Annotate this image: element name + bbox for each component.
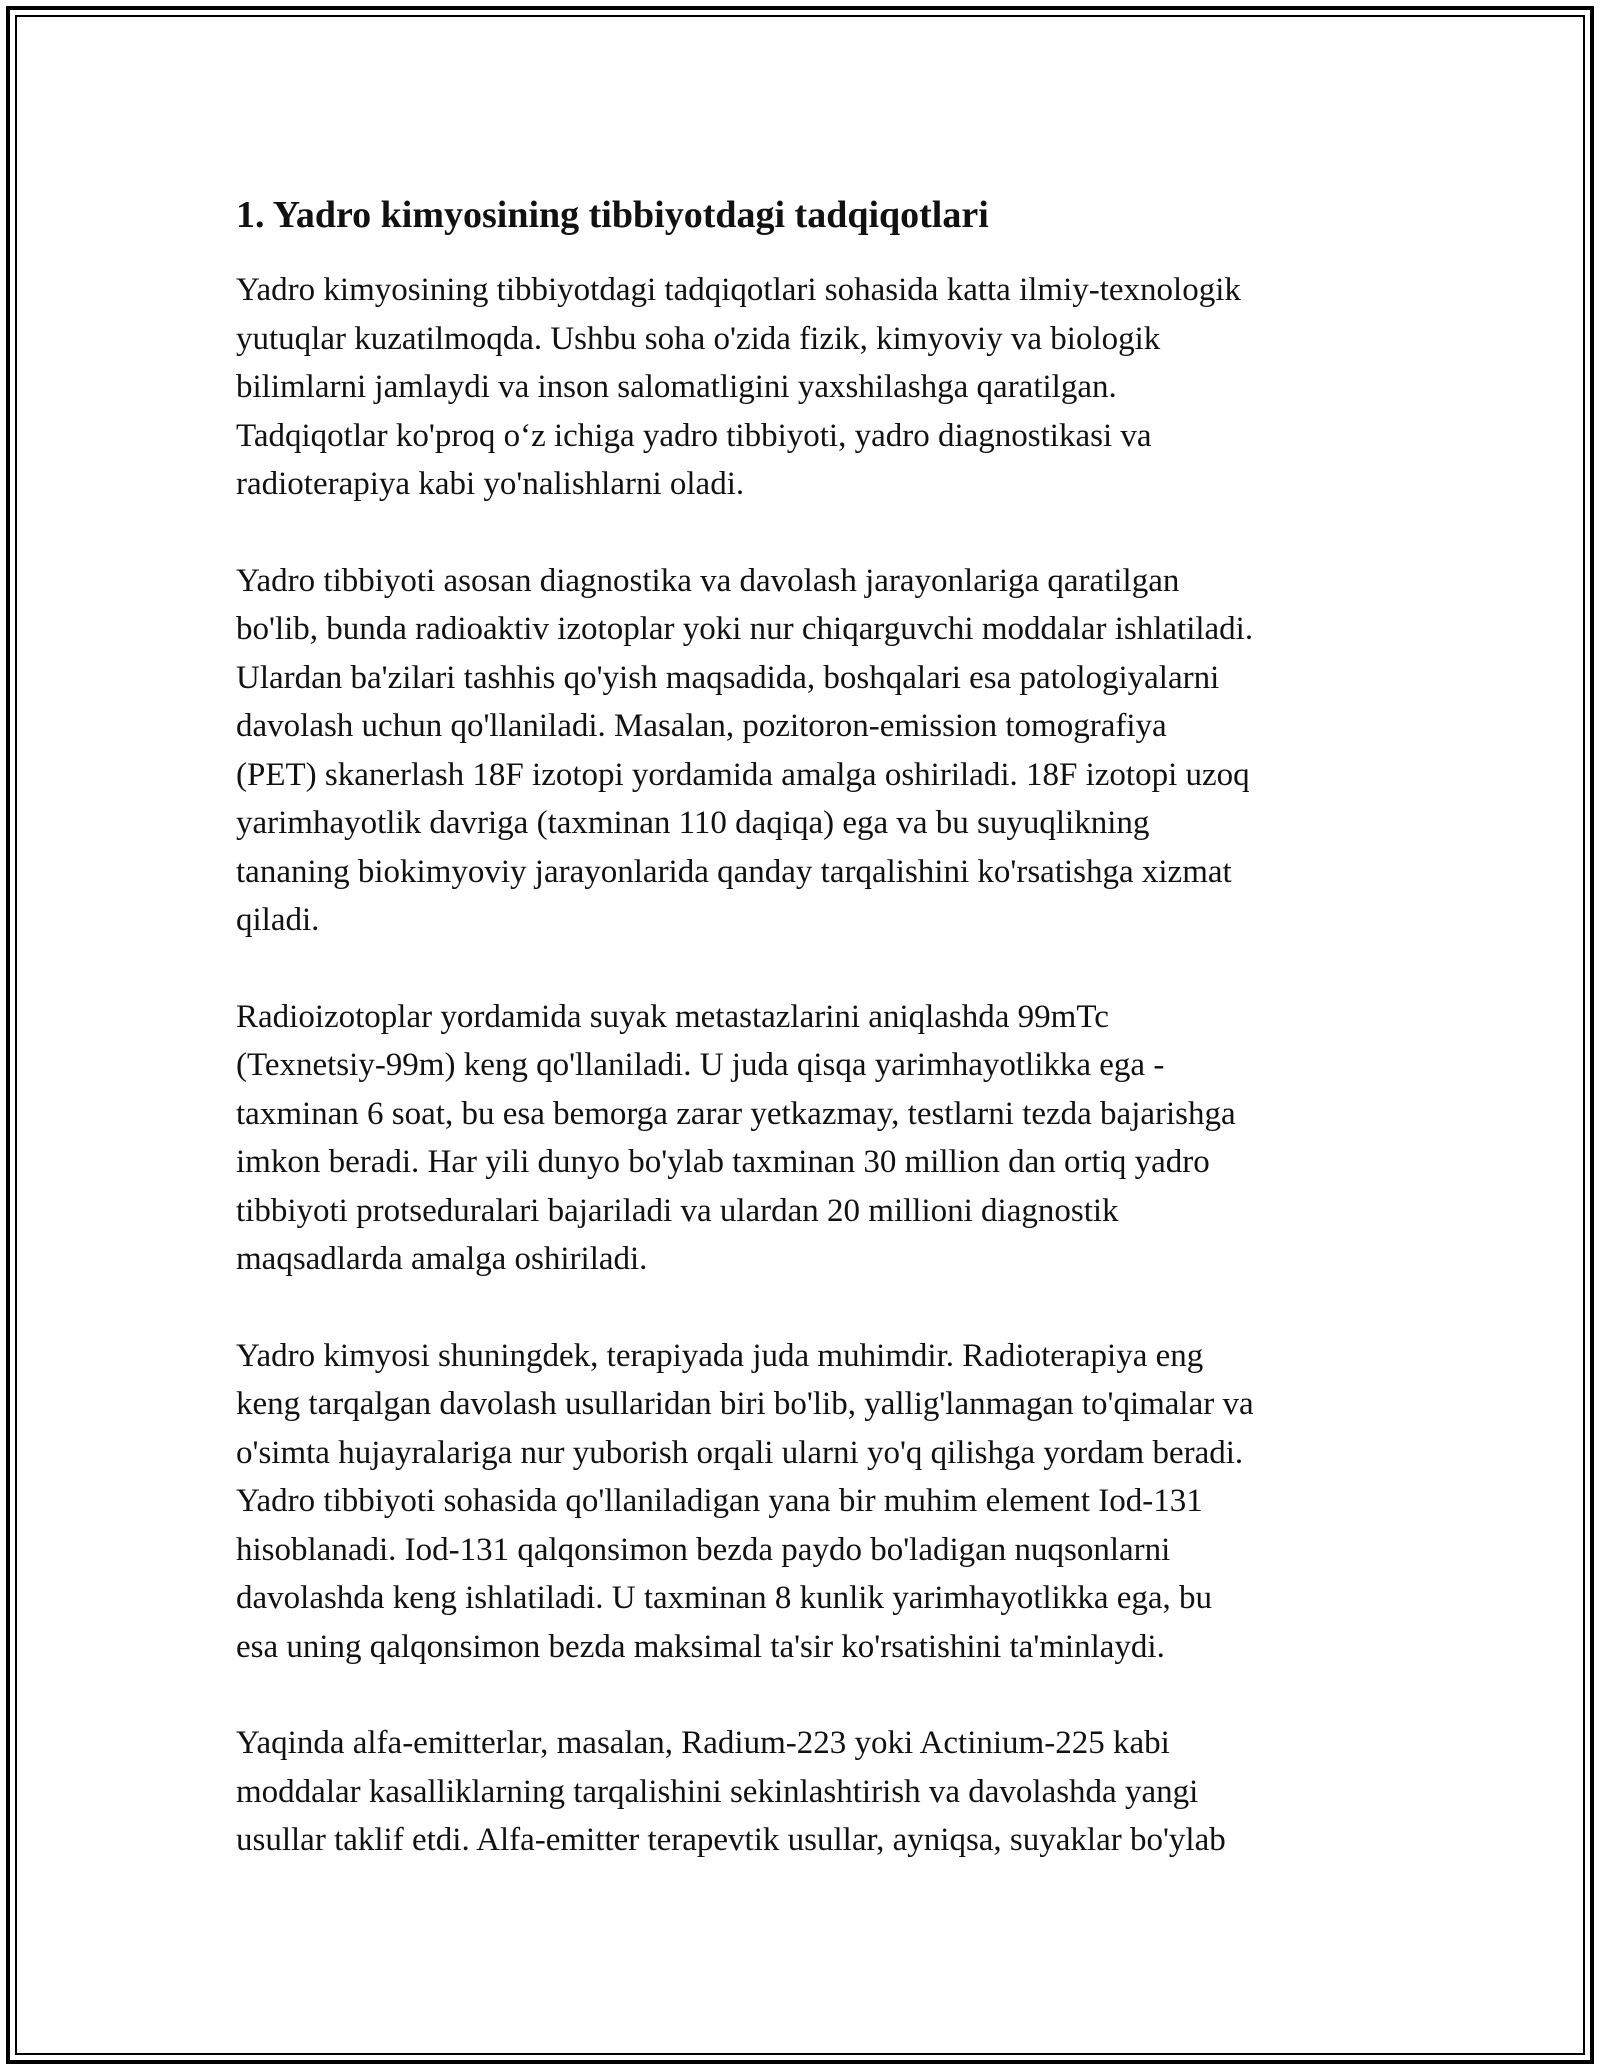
paragraph-3 (236, 993, 1366, 1284)
text-line: tibbiyoti protseduralari bajariladi va ulardan 20 millioni diagnostik (236, 1192, 1119, 1229)
text-line: bo'lib, bunda radioaktiv izotoplar yoki nur chiqarguvchi moddalar ishlatiladi. (236, 611, 1254, 647)
text-line: usullar taklif etdi. Alfa-emitter terapevtik usullar, ayniqsa, suyaklar bo'ylab (236, 1822, 1226, 1858)
text-line: imkon beradi. Har yili dunyo bo'ylab taxminan 30 million dan ortiq yadro (236, 1144, 1210, 1180)
text-line: yarimhayotlik davriga (taxminan 110 daqiqa) ega va bu suyuqlikning (236, 805, 1150, 841)
text-line: Radioizotoplar yordamida suyak metastazlarini aniqlashda 99mTc (236, 998, 1109, 1035)
text-line: (Texnetsiy-99m) keng qo'llaniladi. U juda qisqa yarimhayotlikka ega - (236, 1047, 1165, 1083)
text-line: (PET) skanerlash 18F izotopi yordamida amalga oshiriladi. 18F izotopi uzoq (236, 756, 1250, 793)
text-line: bilimlarni jamlaydi va inson salomatligini yaxshilashga qaratilgan. (236, 369, 1117, 405)
text-line: Tadqiqotlar ko'proq o‘z ichiga yadro tibbiyoti, yadro diagnostikasi va (236, 417, 1152, 454)
text-line: keng tarqalgan davolash usullaridan biri bo'lib, yallig'lanmagan to'qimalar va (236, 1386, 1254, 1422)
text-line: tananing biokimyoviy jarayonlarida qanday tarqalishini ko'rsatishga xizmat (236, 853, 1232, 890)
text-line: radioterapiya kabi yo'nalishlarni oladi. (236, 466, 745, 502)
text-line: maqsadlarda amalga oshiriladi. (236, 1241, 648, 1277)
document-body (236, 188, 1366, 1913)
text-line: taxminan 6 soat, bu esa bemorga zarar yetkazmay, testlarni tezda bajarishga (236, 1095, 1236, 1132)
text-line: moddalar kasalliklarning tarqalishini sekinlashtirish va davolashda yangi (236, 1773, 1199, 1810)
text-line: davolashda keng ishlatiladi. U taxminan 8 kunlik yarimhayotlikka ega, bu (236, 1580, 1213, 1616)
text-line: Yadro tibbiyoti sohasida qo'llaniladigan yana bir muhim element Iod-131 (236, 1483, 1203, 1519)
text-line: Yadro kimyosining tibbiyotdagi tadqiqotlari sohasida katta ilmiy-texnologik (236, 272, 1241, 308)
section-heading: 1. Yadro kimyosining tibbiyotdagi tadqiqotlari (236, 194, 989, 236)
text-line: Yadro tibbiyoti asosan diagnostika va davolash jarayonlariga qaratilgan (236, 562, 1180, 599)
text-line: qiladi. (236, 902, 320, 938)
text-line: esa uning qalqonsimon bezda maksimal ta'sir ko'rsatishini ta'minlaydi. (236, 1628, 1165, 1665)
text-line: Yadro kimyosi shuningdek, terapiyada juda muhimdir. Radioterapiya eng (236, 1337, 1204, 1374)
paragraph-1 (236, 266, 1366, 509)
paragraph-2 (236, 557, 1366, 945)
text-line: hisoblanadi. Iod-131 qalqonsimon bezda paydo bo'ladigan nuqsonlarni (236, 1531, 1171, 1568)
paragraph-4 (236, 1332, 1366, 1672)
text-line: o'simta hujayralariga nur yuborish orqali ularni yo'q qilishga yordam beradi. (236, 1434, 1244, 1471)
paragraph-5 (236, 1719, 1366, 1865)
text-line: Yaqinda alfa-emitterlar, masalan, Radium-223 yoki Actinium-225 kabi (236, 1725, 1170, 1761)
text-line: Ulardan ba'zilari tashhis qo'yish maqsadida, boshqalari esa patologiyalarni (236, 659, 1220, 696)
text-line: yutuqlar kuzatilmoqda. Ushbu soha o'zida fizik, kimyoviy va biologik (236, 320, 1161, 357)
text-line: davolash uchun qo'llaniladi. Masalan, pozitoron-emission tomografiya (236, 708, 1167, 744)
